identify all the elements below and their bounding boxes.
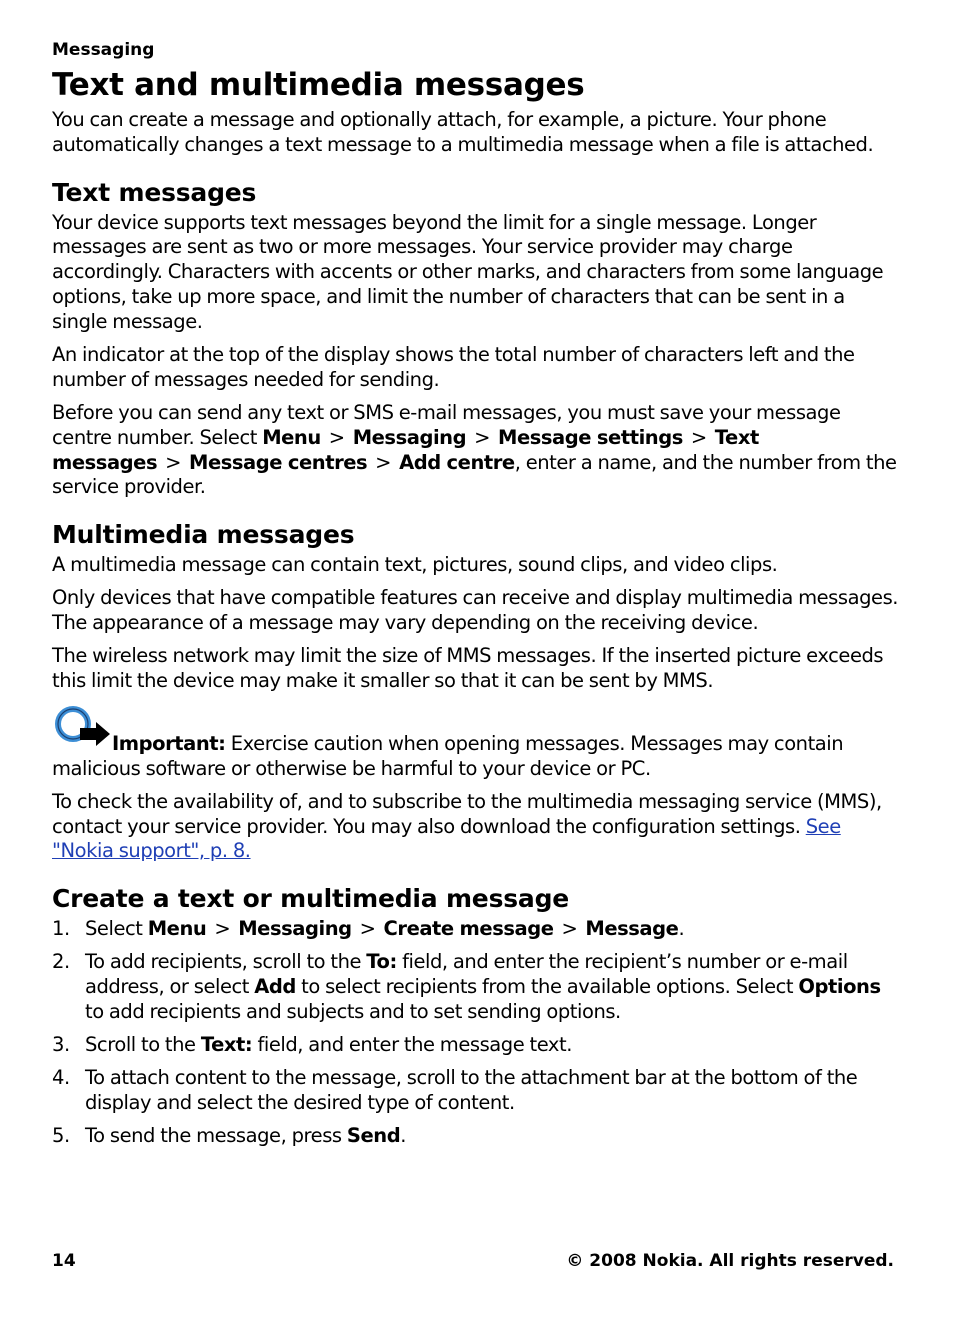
intro-paragraph: You can create a message and optionally attach, for example, a picture. Your phone automatically changes a text message to a multimedia message when a file is attached. <box>52 108 874 156</box>
p3-end: , enter a name, and the number from the service provider. <box>52 450 897 499</box>
path-separator: > <box>375 450 392 474</box>
important-text: Exercise caution when opening messages. Messages may contain malicious software or otherwise be harmful to your device or PC. <box>52 731 844 780</box>
command-send: Send <box>346 1124 401 1148</box>
page-number: 14 <box>52 1251 76 1271</box>
path-create-message: Create message <box>383 917 554 941</box>
step-text: To add recipients, scroll to the <box>85 950 367 974</box>
step-text: To send the message, press <box>85 1124 347 1148</box>
multimedia-paragraph-1: A multimedia message can contain text, pictures, sound clips, and video clips. <box>52 553 778 577</box>
text-messages-paragraph-1: Your device supports text messages beyond the limit for a single message. Longer messages are sent as two or more messages. Your service provider may charge accordingly. Characters with accents or other marks, and characters from some language options, take up more space, and limit the number of characters that can be sent in a single message. <box>52 210 884 333</box>
multimedia-paragraph-2: Only devices that have compatible features can receive and display multimedia messages. The appearance of a message may vary depending on the receiving device. <box>52 586 899 635</box>
section-label: Messaging <box>52 40 155 60</box>
step-text: Select <box>85 917 148 941</box>
step-number: 5. <box>52 1124 70 1148</box>
text-messages-paragraph-2: An indicator at the top of the display shows the total number of characters left and the number of messages needed for sending. <box>52 342 855 391</box>
heading-text-messages: Text messages <box>52 177 257 207</box>
step-number: 2. <box>52 950 70 974</box>
step-text: field, and enter the message text. <box>252 1033 572 1057</box>
p3-start: Before you can send any text or SMS e-mail messages, you must save your message centre number. Select <box>52 400 841 449</box>
heading-create-message: Create a text or multimedia message <box>52 884 570 914</box>
step-number: 4. <box>52 1066 70 1090</box>
multimedia-paragraph-3: The wireless network may limit the size of MMS messages. If the inserted picture exceeds this limit the device may make it smaller so that it can be sent by MMS. <box>52 644 884 693</box>
path-message-centres: Message centres <box>189 450 368 474</box>
step-number: 3. <box>52 1033 70 1057</box>
path-messaging: Messaging <box>238 917 352 941</box>
field-to: To: <box>366 950 397 974</box>
list-item <box>52 917 902 942</box>
path-messaging: Messaging <box>352 425 467 449</box>
field-text: Text: <box>200 1033 253 1057</box>
path-separator: > <box>359 917 376 941</box>
list-item <box>52 950 902 1024</box>
important-label: Important: <box>112 731 226 755</box>
path-menu: Menu <box>147 917 207 941</box>
page-footer <box>52 1249 894 1273</box>
path-menu: Menu <box>262 425 321 449</box>
important-paragraph <box>52 708 902 782</box>
step-text: To attach content to the message, scroll to the attachment bar at the bottom of the display and select the desired type of content. <box>85 1066 858 1115</box>
mms-text: To check the availability of, and to subscribe to the multimedia messaging service (MMS), contact your service provider. You may also download the configuration settings. <box>52 789 882 838</box>
step-number: 1. <box>52 917 70 941</box>
command-add: Add <box>254 975 296 999</box>
list-item <box>52 1124 902 1149</box>
path-message-settings: Message settings <box>498 425 683 449</box>
multimedia-paragraph-4 <box>52 790 902 864</box>
command-options: Options <box>798 975 881 999</box>
path-separator: > <box>690 425 707 449</box>
step-text: to add recipients and subjects and to set sending options. <box>85 1000 621 1024</box>
list-item <box>52 1066 902 1116</box>
copyright-notice: © 2008 Nokia. All rights reserved. <box>566 1251 894 1271</box>
document-page <box>52 38 902 1158</box>
path-separator: > <box>561 917 578 941</box>
path-text-messages: Text messages <box>52 425 759 474</box>
steps-list <box>52 917 902 1149</box>
path-separator: > <box>165 450 181 474</box>
path-message: Message <box>585 917 679 941</box>
step-text: field, and enter the recipient’s number or e-mail address, or select <box>85 950 848 999</box>
step-text: Scroll to the <box>85 1033 201 1057</box>
important-icon <box>52 704 112 746</box>
path-add-centre: Add centre <box>399 450 515 474</box>
important-note <box>52 708 902 782</box>
path-separator: > <box>328 425 345 449</box>
path-separator: > <box>474 425 491 449</box>
text-messages-paragraph-3 <box>52 401 902 500</box>
list-item <box>52 1033 902 1058</box>
page-title: Text and multimedia messages <box>52 67 585 103</box>
step-text: . <box>400 1124 406 1148</box>
nokia-support-link[interactable]: See "Nokia support", p. 8. <box>52 814 841 863</box>
heading-multimedia-messages: Multimedia messages <box>52 520 355 550</box>
step-text: to select recipients from the available options. Select <box>295 975 799 999</box>
path-separator: > <box>214 917 231 941</box>
step-text: . <box>678 917 685 941</box>
